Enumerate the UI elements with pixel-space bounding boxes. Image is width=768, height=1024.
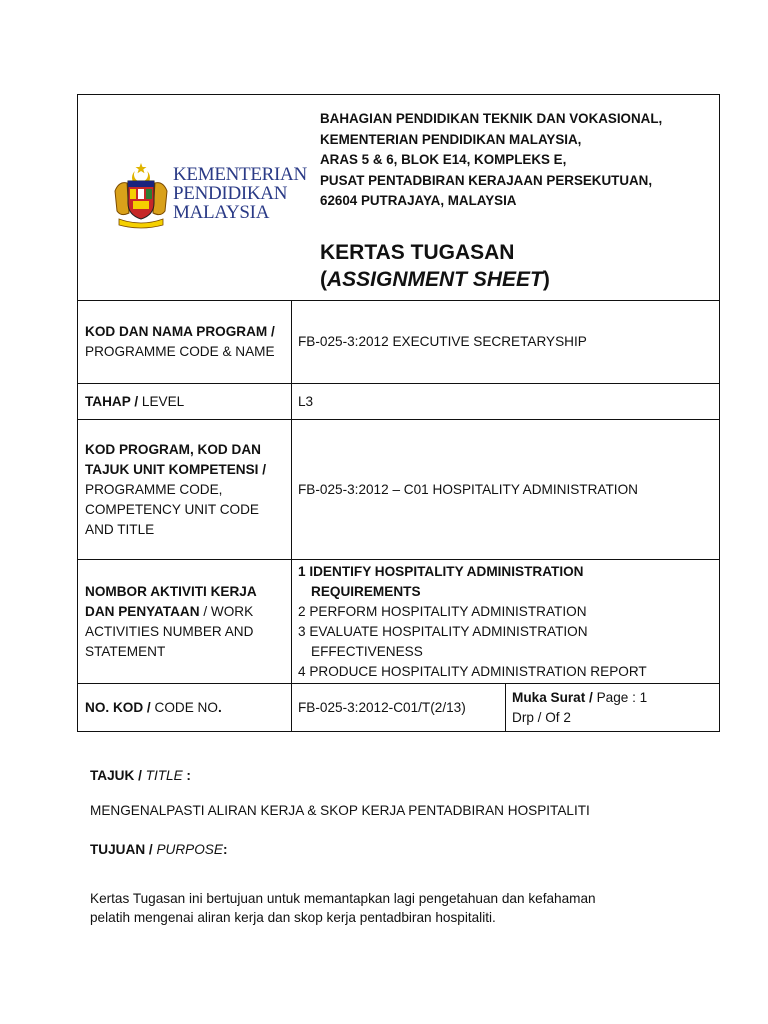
level-label-bold: TAHAP / (85, 393, 139, 409)
activity-item-continued: EFFECTIVENESS (311, 643, 423, 659)
level-value: L3 (292, 384, 720, 420)
tujuan-text (90, 889, 596, 927)
address-line: BAHAGIAN PENDIDIKAN TEKNIK DAN VOKASIONAL, (320, 111, 663, 126)
logo-text (173, 165, 307, 222)
competency-row (78, 420, 720, 560)
address-line: 62604 PUTRAJAYA, MALAYSIA (320, 193, 517, 208)
logo-line-2: PENDIDIKAN (173, 183, 288, 204)
page-of-total: Drp / Of 2 (512, 709, 571, 725)
code-label-bold: NO. KOD / (85, 699, 151, 715)
ministry-logo (113, 161, 307, 231)
activity-item: 1 IDENTIFY HOSPITALITY ADMINISTRATION (298, 563, 584, 579)
program-label-english: PROGRAMME CODE & NAME (85, 344, 275, 359)
logo-line-1: KEMENTERIAN (173, 164, 307, 185)
level-row (78, 384, 720, 420)
code-row (78, 684, 720, 732)
code-label-period: . (217, 699, 222, 715)
activity-item: 4 PRODUCE HOSPITALITY ADMINISTRATION REPORT (298, 663, 647, 679)
page-number-cell (506, 684, 720, 732)
tajuk-label-english: TITLE (141, 768, 183, 783)
level-label-english: LEVEL (138, 393, 185, 409)
tujuan-heading (90, 840, 227, 860)
competency-label (78, 420, 292, 560)
title-line-1: KERTAS TUGASAN (320, 241, 515, 264)
header-cell (78, 95, 720, 301)
title-english: ASSIGNMENT SHEET (327, 268, 543, 291)
page-label-bold: Muka Surat / (512, 689, 593, 705)
tujuan-line: pelatih mengenai aliran kerja dan skop kerja pentadbiran hospitaliti. (90, 910, 496, 925)
document-title (320, 239, 550, 293)
activity-item: 2 PERFORM HOSPITALITY ADMINISTRATION (298, 603, 587, 619)
address-line: KEMENTERIAN PENDIDIKAN MALAYSIA, (320, 131, 582, 147)
activity-item: 3 EVALUATE HOSPITALITY ADMINISTRATION (298, 623, 588, 639)
coat-of-arms-icon (113, 161, 169, 229)
tajuk-label-colon: : (182, 768, 191, 783)
code-label-english: CODE NO (150, 699, 218, 715)
activities-label (78, 560, 292, 684)
program-label (78, 301, 292, 384)
address-line: PUSAT PENTADBIRAN KERAJAAN PERSEKUTUAN, (320, 172, 653, 188)
title-paren-open: ( (320, 268, 327, 291)
activities-label-english: / WORK ACTIVITIES NUMBER AND STATEMENT (85, 603, 254, 659)
tujuan-label-bold: TUJUAN / (90, 842, 153, 857)
page-label-english: Page : 1 (592, 689, 648, 705)
tujuan-line: Kertas Tugasan ini bertujuan untuk memantapkan lagi pengetahuan dan kefahaman (90, 891, 596, 906)
tujuan-label-english: PURPOSE (152, 842, 223, 857)
code-label (78, 684, 292, 732)
title-paren-close: ) (542, 268, 550, 291)
logo-line-3: MALAYSIA (173, 202, 270, 223)
assignment-sheet-table (77, 94, 720, 732)
address-line: ARAS 5 & 6, BLOK E14, KOMPLEKS E, (320, 152, 567, 167)
ministry-address (320, 109, 662, 212)
activities-list (292, 560, 720, 684)
tajuk-value: MENGENALPASTI ALIRAN KERJA & SKOP KERJA PENTADBIRAN HOSPITALITI (90, 803, 590, 818)
program-row (78, 301, 720, 384)
activities-label-bold: NOMBOR AKTIVITI KERJA DAN PENYATAAN (85, 583, 257, 619)
tajuk-heading (90, 766, 191, 786)
level-label (78, 384, 292, 420)
competency-label-english: PROGRAMME CODE, COMPETENCY UNIT CODE AND TITLE (85, 481, 259, 537)
program-value: FB-025-3:2012 EXECUTIVE SECRETARYSHIP (292, 301, 720, 384)
competency-label-bold: KOD PROGRAM, KOD DAN TAJUK UNIT KOMPETENSI / (85, 441, 267, 477)
code-value: FB-025-3:2012-C01/T(2/13) (292, 684, 506, 732)
activities-row (78, 560, 720, 684)
tajuk-label-bold: TAJUK / (90, 768, 142, 783)
header-row (78, 95, 720, 301)
tujuan-label-colon: : (222, 842, 228, 857)
competency-value: FB-025-3:2012 – C01 HOSPITALITY ADMINISTRATION (292, 420, 720, 560)
program-label-bold: KOD DAN NAMA PROGRAM / (85, 324, 275, 339)
title-line-2 (320, 266, 550, 293)
activity-item-continued: REQUIREMENTS (311, 583, 421, 599)
